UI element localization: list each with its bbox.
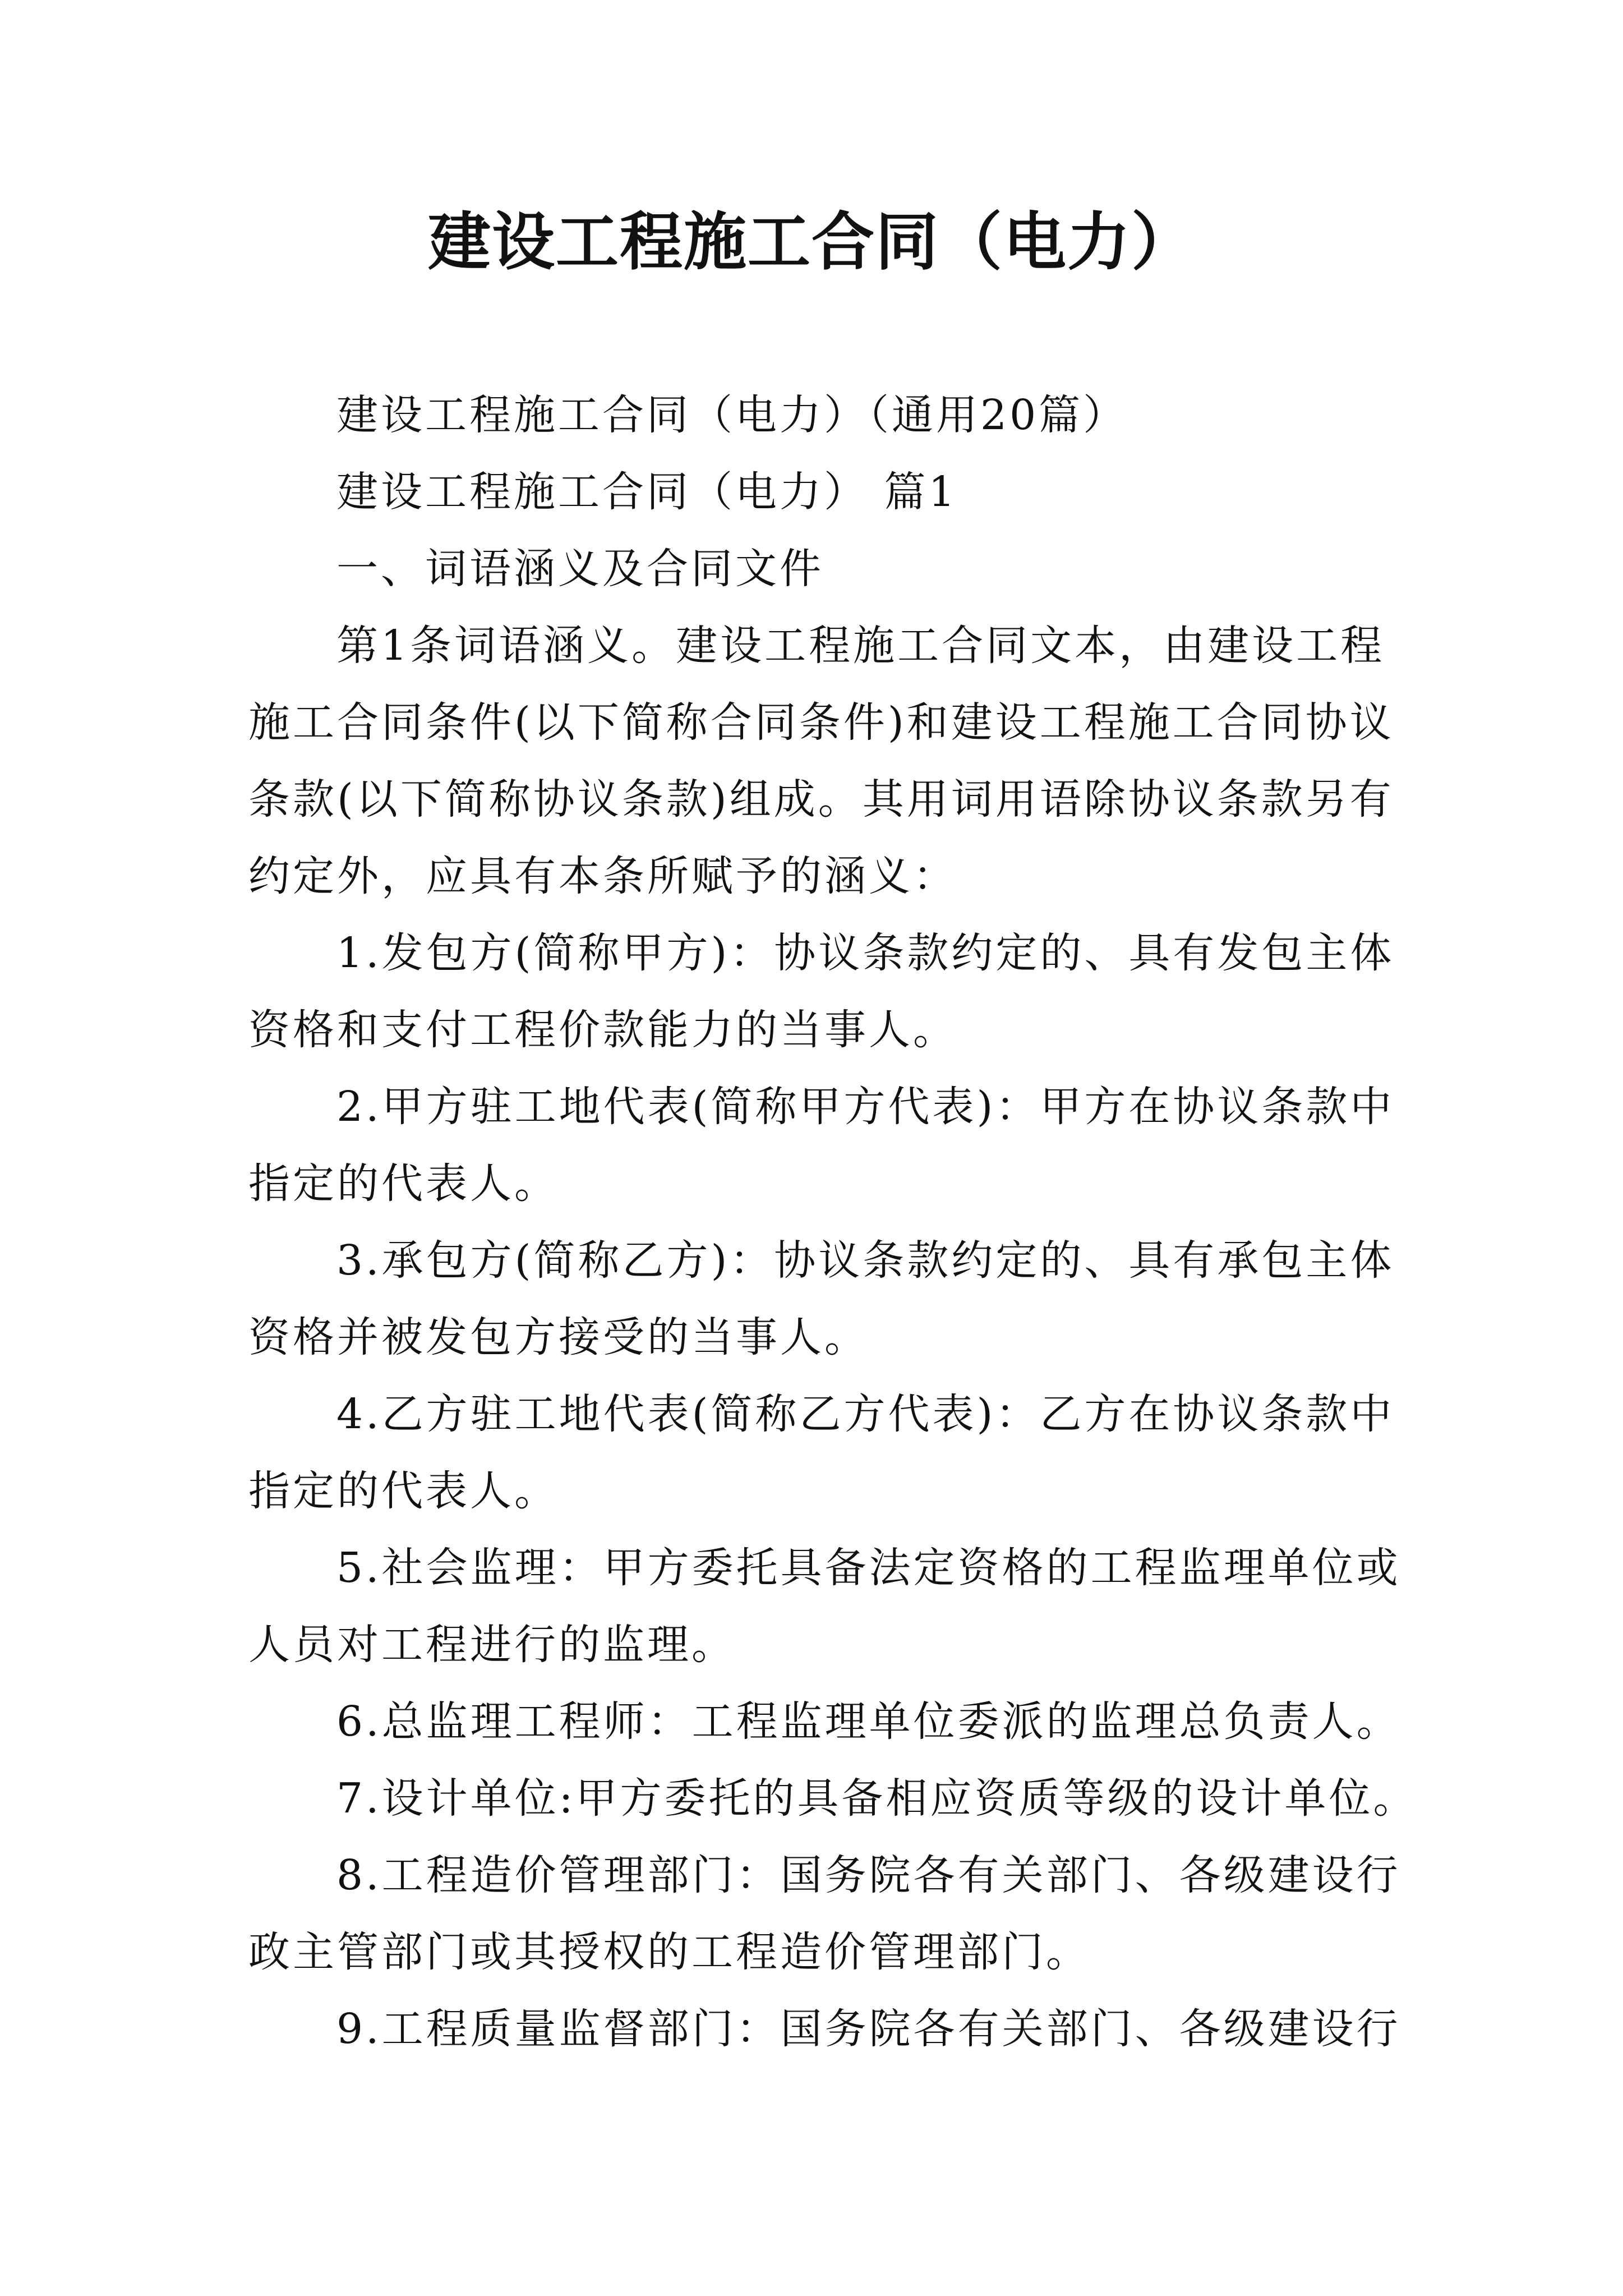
clause-item-3-cont: 资格并被发包方接受的当事人。	[248, 1313, 869, 1361]
paragraph-line: 第1条词语涵义。建设工程施工合同文本，由建设工程	[336, 622, 1385, 670]
paragraph-line: 约定外，应具有本条所赋予的涵义：	[248, 852, 957, 900]
clause-item-4-cont: 指定的代表人。	[248, 1467, 559, 1515]
clause-item-3: 3.承包方(简称乙方)：协议条款约定的、具有承包主体	[336, 1236, 1395, 1285]
clause-item-2: 2.甲方驻工地代表(简称甲方代表)：甲方在协议条款中	[336, 1083, 1395, 1131]
paragraph-line: 施工合同条件(以下简称合同条件)和建设工程施工合同协议	[248, 698, 1394, 747]
clause-item-1-cont: 资格和支付工程价款能力的当事人。	[248, 1006, 957, 1054]
document-title: 建设工程施工合同（电力）	[428, 205, 1195, 279]
clause-item-5-cont: 人员对工程进行的监理。	[248, 1621, 736, 1669]
clause-item-8: 8.工程造价管理部门：国务院各有关部门、各级建设行	[336, 1851, 1401, 1899]
paragraph-line: 条款(以下简称协议条款)组成。其用词用语除协议条款另有	[248, 775, 1394, 823]
clause-item-5: 5.社会监理：甲方委托具备法定资格的工程监理单位或	[336, 1544, 1401, 1592]
clause-item-4: 4.乙方驻工地代表(简称乙方代表)：乙方在协议条款中	[336, 1390, 1395, 1438]
chapter-heading: 一、词语涵义及合同文件	[336, 545, 824, 593]
clause-item-6: 6.总监理工程师：工程监理单位委派的监理总负责人。	[336, 1697, 1401, 1746]
clause-item-8-cont: 政主管部门或其授权的工程造价管理部门。	[248, 1928, 1090, 1976]
clause-item-1: 1.发包方(简称甲方)：协议条款约定的、具有发包主体	[336, 929, 1395, 977]
section-heading: 建设工程施工合同（电力） 篇1	[336, 468, 958, 516]
clause-item-2-cont: 指定的代表人。	[248, 1159, 559, 1208]
clause-item-9: 9.工程质量监督部门：国务院各有关部门、各级建设行	[336, 2005, 1401, 2053]
subtitle-line: 建设工程施工合同（电力）（通用20篇）	[336, 391, 1128, 439]
clause-item-7: 7.设计单位:甲方委托的具备相应资质等级的设计单位。	[336, 1774, 1418, 1823]
